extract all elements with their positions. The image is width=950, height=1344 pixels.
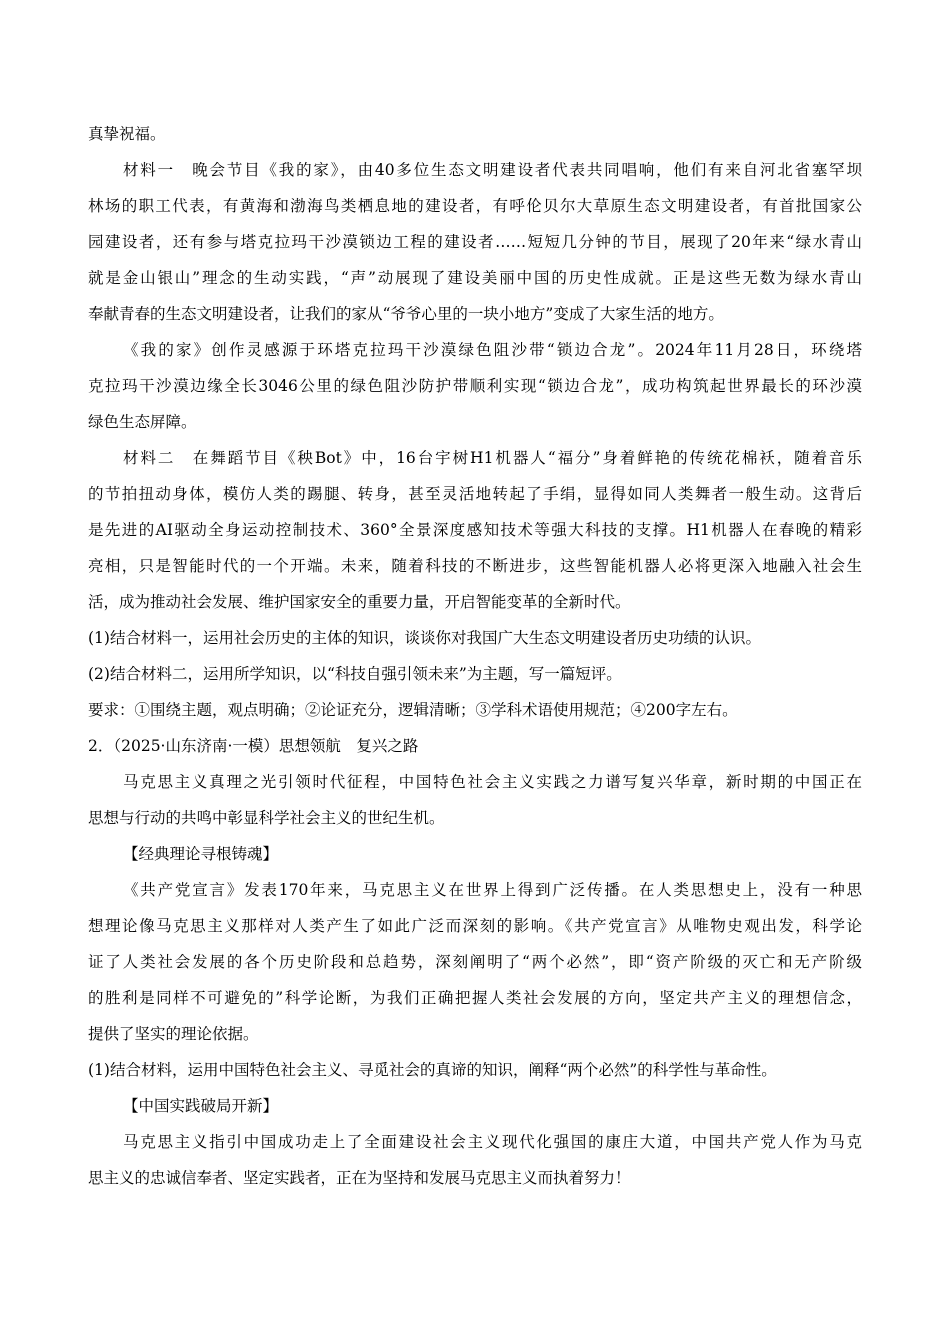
material-2-line: 活，成为推动社会发展、维护国家安全的重要力量，开启智能变革的全新时代。 bbox=[88, 593, 631, 611]
requirements: 要求：①围绕主题，观点明确；②论证充分，逻辑清晰；③学科术语使用规范；④200字左右。 bbox=[88, 701, 738, 719]
material-1b-line: 克拉玛干沙漠边缘全长3046公里的绿色阻沙防护带顺利实现“锁边合龙”，成功构筑起世界最长的环沙漠 bbox=[88, 377, 862, 395]
material-1b-line: 《我的家》创作灵感源于环塔克拉玛干沙漠绿色阻沙带“锁边合龙”。2024年11月28日，环绕塔 bbox=[123, 341, 862, 359]
classic-theory-line: 《共产党宣言》发表170年来，马克思主义在世界上得到广泛传播。在人类思想史上，没有一种思 bbox=[123, 881, 862, 899]
classic-theory-line: 证了人类社会发展的各个历史阶段和总趋势，深刻阐明了“两个必然”，即“资产阶级的灭亡和无产阶级 bbox=[88, 953, 862, 971]
china-practice-line: 马克思主义指引中国成功走上了全面建设社会主义现代化强国的康庄大道，中国共产党人作为马克 bbox=[123, 1133, 862, 1151]
material-2-line: 亮相，只是智能时代的一个开端。未来，随着科技的不断进步，这些智能机器人必将更深入地融入社会生 bbox=[88, 557, 862, 575]
classic-theory-line: 提供了坚实的理论依据。 bbox=[88, 1025, 259, 1043]
question-2: (2)结合材料二，运用所学知识，以“科技自强引领未来”为主题，写一篇短评。 bbox=[88, 665, 622, 683]
classic-theory-line: 的胜利是同样不可避免的”科学论断，为我们正确把握人类社会发展的方向，坚定共产主义的理想信念， bbox=[88, 989, 862, 1007]
material-2-line: 材料二 在舞蹈节目《秧Bot》中，16台宇树H1机器人“福分”身着鲜艳的传统花棉袄，随着音乐 bbox=[123, 449, 862, 467]
problem-2-heading: 2．（2025·山东济南·一模）思想领航 复兴之路 bbox=[88, 737, 419, 755]
material-1-line: 林场的职工代表，有黄海和渤海鸟类栖息地的建设者，有呼伦贝尔大草原生态文明建设者，有首批国家公 bbox=[88, 197, 862, 215]
paragraph-line: 真挚祝福。 bbox=[88, 125, 166, 143]
question-1: (1)结合材料一，运用社会历史的主体的知识，谈谈你对我国广大生态文明建设者历史功绩的认识。 bbox=[88, 629, 761, 647]
classic-theory-line: 想理论像马克思主义那样对人类产生了如此广泛而深刻的影响。《共产党宣言》从唯物史观出发，科学论 bbox=[88, 917, 862, 935]
section-heading-china-practice: 【中国实践破局开新】 bbox=[123, 1097, 279, 1115]
question-2-1: (1)结合材料，运用中国特色社会主义、寻觅社会的真谛的知识，阐释“两个必然”的科学性与革命性。 bbox=[88, 1061, 777, 1079]
material-1-line: 奉献青春的生态文明建设者，让我们的家从“爷爷心里的一块小地方”变成了大家生活的地方。 bbox=[88, 305, 724, 323]
material-1b-line: 绿色生态屏障。 bbox=[88, 413, 197, 431]
section-heading-classic-theory: 【经典理论寻根铸魂】 bbox=[123, 845, 279, 863]
material-2-line: 是先进的AI驱动全身运动控制技术、360°全景深度感知技术等强大科技的支撑。H1机器人在春晚的精彩 bbox=[88, 521, 862, 539]
document-page bbox=[88, 116, 862, 1196]
material-1-line: 园建设者，还有参与塔克拉玛干沙漠锁边工程的建设者……短短几分钟的节目，展现了20年来“绿水青山 bbox=[88, 233, 862, 251]
material-1-line: 材料一 晚会节目《我的家》，由40多位生态文明建设者代表共同唱响，他们有来自河北省塞罕坝 bbox=[123, 161, 862, 179]
china-practice-line: 思主义的忠诚信奉者、坚定实践者，正在为坚持和发展马克思主义而执着努力！ bbox=[88, 1169, 631, 1187]
material-2-line: 的节拍扭动身体，模仿人类的踢腿、转身，甚至灵活地转起了手绢，显得如同人类舞者一般生动。这背后 bbox=[88, 485, 862, 503]
intro-line: 思想与行动的共鸣中彰显科学社会主义的世纪生机。 bbox=[88, 809, 445, 827]
material-1-line: 就是金山银山”理念的生动实践，“声”动展现了建设美丽中国的历史性成就。正是这些无数为绿水青山 bbox=[88, 269, 862, 287]
intro-line: 马克思主义真理之光引领时代征程，中国特色社会主义实践之力谱写复兴华章，新时期的中国正在 bbox=[123, 773, 862, 791]
